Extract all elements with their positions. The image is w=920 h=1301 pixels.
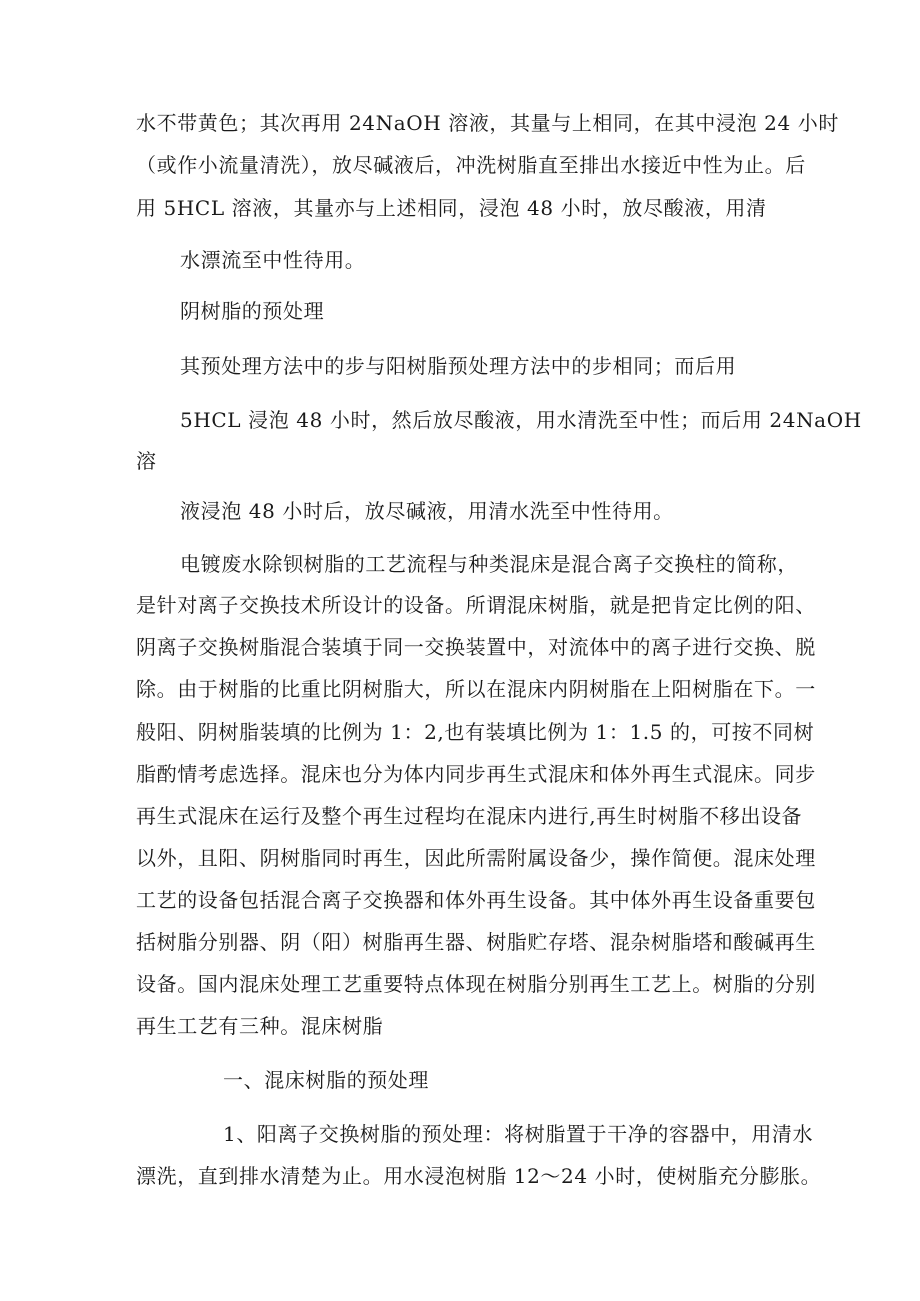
text-line: 脂酌情考虑选择。混床也分为体内同步再生式混床和体外再生式混床。同步 bbox=[136, 762, 816, 786]
text-line: 电镀废水除钡树脂的工艺流程与种类混床是混合离子交换柱的简称， bbox=[180, 552, 798, 576]
text-line: 水不带黄色；其次再用 24NaOH 溶液，其量与上相同，在其中浸泡 24 小时 bbox=[136, 111, 839, 135]
text-line: 5HCL 浸泡 48 小时，然后放尽酸液，用水清洗至中性；而后用 24NaOH bbox=[180, 408, 862, 432]
text-line: 其预处理方法中的步与阳树脂预处理方法中的步相同；而后用 bbox=[180, 354, 737, 378]
text-line: 阴离子交换树脂混合装填于同一交换装置中，对流体中的离子进行交换、脱 bbox=[136, 635, 816, 659]
text-line: 用 5HCL 溶液，其量亦与上述相同，浸泡 48 小时，放尽酸液，用清 bbox=[136, 196, 767, 220]
text-line: 水漂流至中性待用。 bbox=[180, 248, 366, 272]
text-line: 再生工艺有三种。混床树脂 bbox=[136, 1014, 384, 1038]
text-line: （或作小流量清洗），放尽碱液后，冲洗树脂直至排出水接近中性为止。后 bbox=[136, 153, 806, 177]
text-line: 般阳、阴树脂装填的比例为 1：2,也有装填比例为 1：1.5 的，可按不同树 bbox=[136, 720, 815, 744]
text-line: 漂洗，直到排水清楚为止。用水浸泡树脂 12～24 小时，使树脂充分膨胀。 bbox=[136, 1164, 822, 1188]
text-line: 1、阳离子交换树脂的预处理：将树脂置于干净的容器中，用清水 bbox=[223, 1122, 814, 1146]
text-line: 再生式混床在运行及整个再生过程均在混床内进行,再生时树脂不移出设备 bbox=[136, 804, 803, 828]
text-line: 工艺的设备包括混合离子交换器和体外再生设备。其中体外再生设备重要包 bbox=[136, 888, 816, 912]
text-line: 液浸泡 48 小时后，放尽碱液，用清水洗至中性待用。 bbox=[180, 499, 674, 523]
text-line: 除。由于树脂的比重比阴树脂大，所以在混床内阴树脂在上阳树脂在下。一 bbox=[136, 677, 816, 701]
text-line: 溶 bbox=[136, 449, 157, 473]
text-line: 括树脂分别器、阴（阳）树脂再生器、树脂贮存塔、混杂树脂塔和酸碱再生 bbox=[136, 930, 816, 954]
text-line: 以外，且阳、阴树脂同时再生，因此所需附属设备少，操作简便。混床处理 bbox=[136, 846, 816, 870]
text-line: 是针对离子交换技术所设计的设备。所谓混床树脂，就是把肯定比例的阳、 bbox=[136, 593, 816, 617]
section-heading: 一、混床树脂的预处理 bbox=[223, 1068, 429, 1092]
text-line: 设备。国内混床处理工艺重要特点体现在树脂分别再生工艺上。树脂的分别 bbox=[136, 972, 816, 996]
section-heading: 阴树脂的预处理 bbox=[180, 299, 325, 323]
